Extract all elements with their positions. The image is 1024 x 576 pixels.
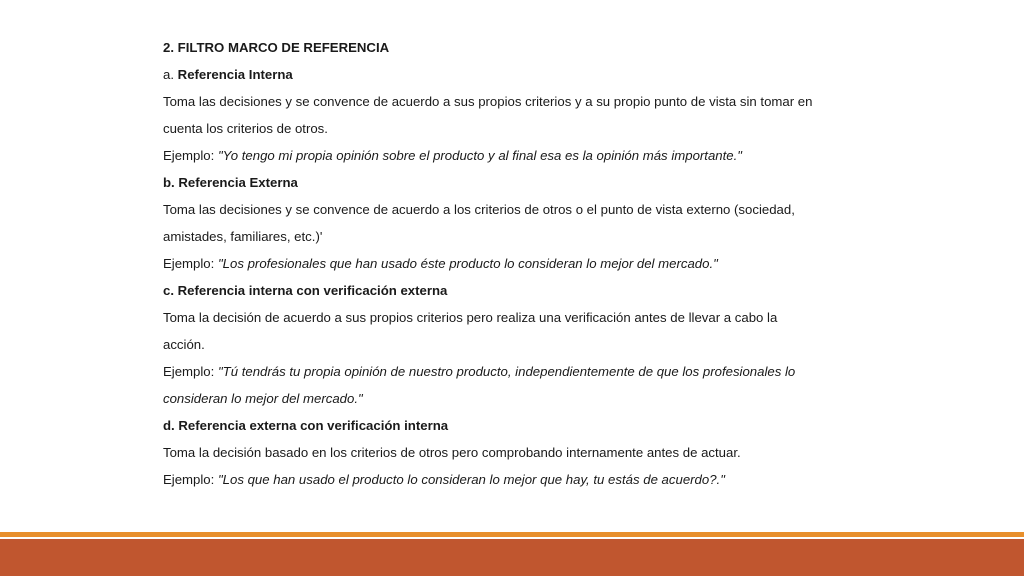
section-c-heading: c. Referencia interna con verificación externa xyxy=(163,283,448,298)
section-b-example xyxy=(163,250,863,277)
section-b-heading: b. Referencia Externa xyxy=(163,175,298,190)
section-a-heading xyxy=(163,61,863,88)
section-d-example-label: Ejemplo: xyxy=(163,472,218,487)
section-d-desc-line1: Toma la decisión basado en los criterios de otros pero comprobando internamente antes de actuar. xyxy=(163,445,741,460)
section-a-example xyxy=(163,142,863,169)
section-a-desc-line2: cuenta los criterios de otros. xyxy=(163,121,328,136)
section-c-example-label: Ejemplo: xyxy=(163,364,218,379)
footer-band xyxy=(0,539,1024,576)
section-d-example-text: "Los que han usado el producto lo consideran lo mejor que hay, tu estás de acuerdo?." xyxy=(217,472,725,487)
section-d-example xyxy=(163,466,863,493)
footer-accent-line xyxy=(0,532,1024,537)
section-b-example-label: Ejemplo: xyxy=(163,256,218,271)
slide-content xyxy=(163,34,863,493)
section-a-prefix: a. xyxy=(163,67,178,82)
section-c-example-line2: consideran lo mejor del mercado." xyxy=(163,391,363,406)
section-b-desc-line2: amistades, familiares, etc.)' xyxy=(163,229,323,244)
section-c-example-line1: "Tú tendrás tu propia opinión de nuestro producto, independientemente de que los profesionales lo xyxy=(217,364,796,379)
section-a-heading-text: Referencia Interna xyxy=(177,67,293,82)
section-c-desc-line2: acción. xyxy=(163,337,205,352)
section-d-heading: d. Referencia externa con verificación interna xyxy=(163,418,449,433)
section-b-example-text: "Los profesionales que han usado éste producto lo consideran lo mejor del mercado." xyxy=(217,256,718,271)
section-a-example-label: Ejemplo: xyxy=(163,148,218,163)
section-c-desc-line1: Toma la decisión de acuerdo a sus propios criterios pero realiza una verificación antes de llevar a cabo la xyxy=(163,310,778,325)
section-b-desc-line1: Toma las decisiones y se convence de acuerdo a los criterios de otros o el punto de vista externo (sociedad, xyxy=(163,202,795,217)
section-c-example xyxy=(163,358,863,385)
section-a-desc-line1: Toma las decisiones y se convence de acuerdo a sus propios criterios y a su propio punto de vista sin tomar en xyxy=(163,94,813,109)
section-a-example-text: "Yo tengo mi propia opinión sobre el producto y al final esa es la opinión más importante." xyxy=(217,148,742,163)
slide-title: 2. FILTRO MARCO DE REFERENCIA xyxy=(163,40,390,55)
